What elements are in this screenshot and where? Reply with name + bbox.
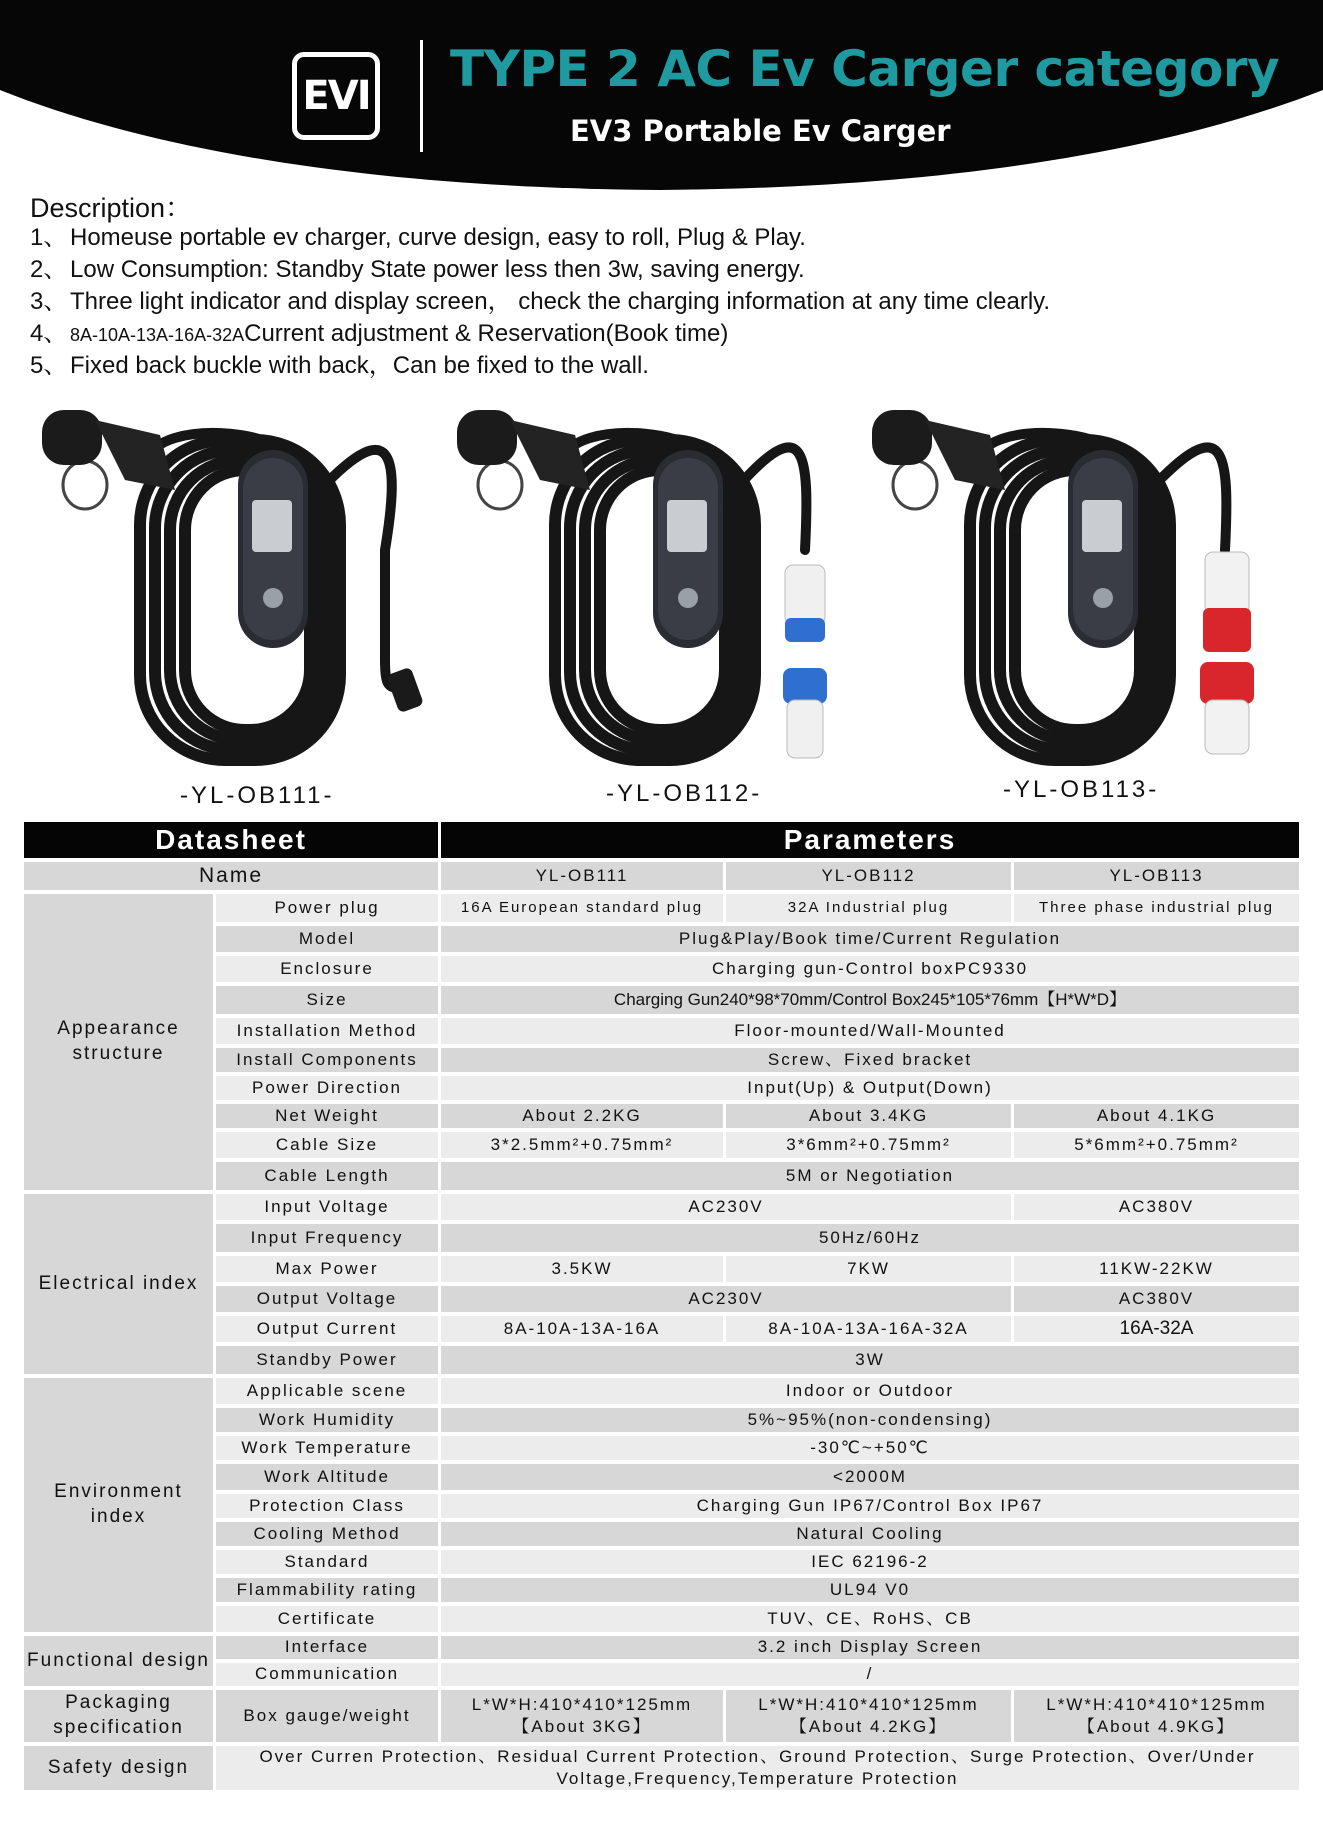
row-value: / bbox=[441, 1663, 1299, 1686]
row-value: Charging gun-Control boxPC9330 bbox=[441, 956, 1299, 982]
product-image-yl-ob112 bbox=[455, 400, 875, 780]
category-environment: Environment index bbox=[24, 1378, 213, 1632]
row-label: Input Voltage bbox=[216, 1194, 438, 1220]
item-number: 3、 bbox=[30, 288, 68, 315]
item-number: 4、 bbox=[30, 320, 68, 347]
page-subtitle: EV3 Portable Ev Carger bbox=[570, 114, 951, 148]
ev-charger-illustration bbox=[870, 400, 1290, 780]
row-value: Indoor or Outdoor bbox=[441, 1378, 1299, 1404]
category-electrical: Electrical index bbox=[24, 1194, 213, 1374]
header-background bbox=[0, 0, 1323, 200]
table-header-parameters: Parameters bbox=[441, 822, 1299, 858]
brand-logo bbox=[292, 52, 380, 140]
product-label: -YL-OB112- bbox=[606, 780, 763, 807]
box-dimensions: L*W*H:410*410*125mm bbox=[471, 1694, 693, 1714]
row-value: 8A-10A-13A-16A-32A bbox=[726, 1316, 1011, 1342]
product-label: -YL-OB113- bbox=[1003, 776, 1160, 803]
row-value: 16A European standard plug bbox=[441, 894, 723, 922]
row-label: Interface bbox=[216, 1636, 438, 1659]
row-label: Model bbox=[216, 926, 438, 952]
row-value: AC380V bbox=[1014, 1194, 1299, 1220]
header-divider bbox=[420, 40, 423, 152]
ev-charger-illustration bbox=[455, 400, 875, 780]
row-value bbox=[1014, 1690, 1299, 1742]
safety-text-line: Voltage,Frequency,Temperature Protection bbox=[556, 1769, 959, 1788]
row-value: 5M or Negotiation bbox=[441, 1162, 1299, 1190]
item-text: Homeuse portable ev charger, curve design, easy to roll, Plug & Play. bbox=[70, 224, 806, 251]
row-value: 3*6mm²+0.75mm² bbox=[726, 1132, 1011, 1158]
row-value: TUV、CE、RoHS、CB bbox=[441, 1606, 1299, 1632]
row-value: -30℃~+50℃ bbox=[441, 1436, 1299, 1460]
row-value bbox=[726, 1690, 1011, 1742]
row-value: AC230V bbox=[441, 1194, 1011, 1220]
row-label: Output Current bbox=[216, 1316, 438, 1342]
row-value: Charging Gun IP67/Control Box IP67 bbox=[441, 1494, 1299, 1518]
item-text: Current adjustment & Reservation(Book time) bbox=[244, 320, 729, 347]
description-item bbox=[30, 350, 1300, 382]
row-label: Flammability rating bbox=[216, 1578, 438, 1602]
row-value: Natural Cooling bbox=[441, 1522, 1299, 1546]
row-value: 16A-32A bbox=[1014, 1316, 1299, 1342]
ev-charger-illustration bbox=[40, 400, 460, 780]
row-value: UL94 V0 bbox=[441, 1578, 1299, 1602]
row-value: <2000M bbox=[441, 1464, 1299, 1490]
item-number: 1、 bbox=[30, 224, 68, 251]
row-value: 8A-10A-13A-16A bbox=[441, 1316, 723, 1342]
row-label: Input Frequency bbox=[216, 1224, 438, 1252]
name-label: Name bbox=[24, 862, 438, 890]
row-value: 5*6mm²+0.75mm² bbox=[1014, 1132, 1299, 1158]
row-value: About 2.2KG bbox=[441, 1104, 723, 1128]
box-dimensions: L*W*H:410*410*125mm bbox=[1046, 1694, 1267, 1714]
row-value: 5%~95%(non-condensing) bbox=[441, 1408, 1299, 1432]
category-packaging: Packaging specification bbox=[24, 1690, 213, 1742]
row-label: Installation Method bbox=[216, 1018, 438, 1044]
row-label: Power Direction bbox=[216, 1076, 438, 1100]
product-label: -YL-OB111- bbox=[180, 782, 335, 809]
row-label: Cooling Method bbox=[216, 1522, 438, 1546]
row-label: Power plug bbox=[216, 894, 438, 922]
box-weight: 【About 3KG】 bbox=[512, 1717, 652, 1736]
row-value: Three phase industrial plug bbox=[1014, 894, 1299, 922]
description-item bbox=[30, 286, 1300, 318]
row-label: Work Altitude bbox=[216, 1464, 438, 1490]
category-functional: Functional design bbox=[24, 1636, 213, 1686]
row-value: Plug&Play/Book time/Current Regulation bbox=[441, 926, 1299, 952]
row-value: 50Hz/60Hz bbox=[441, 1224, 1299, 1252]
row-value: Charging Gun240*98*70mm/Control Box245*105*76mm【H*W*D】 bbox=[441, 986, 1299, 1014]
row-label: Max Power bbox=[216, 1256, 438, 1282]
row-label: Work Humidity bbox=[216, 1408, 438, 1432]
box-dimensions: L*W*H:410*410*125mm bbox=[758, 1694, 979, 1714]
row-value: Screw、Fixed bracket bbox=[441, 1048, 1299, 1072]
row-label: Box gauge/weight bbox=[216, 1690, 438, 1742]
row-value: Floor-mounted/Wall-Mounted bbox=[441, 1018, 1299, 1044]
brand-logo-text: EVI bbox=[302, 73, 370, 119]
product-image-yl-ob113 bbox=[870, 400, 1290, 780]
item-prefix: 8A-10A-13A-16A-32A bbox=[70, 325, 245, 345]
description-list bbox=[30, 222, 1300, 382]
row-value: IEC 62196-2 bbox=[441, 1550, 1299, 1574]
page-header bbox=[0, 0, 1323, 200]
row-value: 32A Industrial plug bbox=[726, 894, 1011, 922]
row-value: 3*2.5mm²+0.75mm² bbox=[441, 1132, 723, 1158]
safety-text-line: Over Curren Protection、Residual Current Protection、Ground Protection、Surge Protection、Over/Under bbox=[259, 1746, 1256, 1766]
row-label: Enclosure bbox=[216, 956, 438, 982]
row-label: Size bbox=[216, 986, 438, 1014]
row-label: Standby Power bbox=[216, 1346, 438, 1374]
row-value: About 4.1KG bbox=[1014, 1104, 1299, 1128]
row-label: Certificate bbox=[216, 1606, 438, 1632]
row-value bbox=[441, 1690, 723, 1742]
row-value: 3.2 inch Display Screen bbox=[441, 1636, 1299, 1659]
row-value: About 3.4KG bbox=[726, 1104, 1011, 1128]
row-label: Communication bbox=[216, 1663, 438, 1686]
row-value: 7KW bbox=[726, 1256, 1011, 1282]
description-heading: Description： bbox=[30, 193, 193, 223]
item-text: Fixed back buckle with back，Can be fixed to the wall. bbox=[70, 352, 649, 379]
model-name-2: YL-OB112 bbox=[726, 862, 1011, 890]
box-weight: 【About 4.2KG】 bbox=[789, 1717, 948, 1736]
category-appearance: Appearance structure bbox=[24, 894, 213, 1190]
row-value: AC380V bbox=[1014, 1286, 1299, 1312]
product-image-yl-ob111 bbox=[40, 400, 460, 780]
row-label: Work Temperature bbox=[216, 1436, 438, 1460]
model-name-3: YL-OB113 bbox=[1014, 862, 1299, 890]
row-label: Output Voltage bbox=[216, 1286, 438, 1312]
row-value: AC230V bbox=[441, 1286, 1011, 1312]
page-title: TYPE 2 AC Ev Carger category bbox=[450, 40, 1280, 98]
model-name-1: YL-OB111 bbox=[441, 862, 723, 890]
category-safety: Safety design bbox=[24, 1746, 213, 1790]
item-text: Three light indicator and display screen， check the charging information at any time clearly. bbox=[70, 288, 1051, 315]
item-number: 5、 bbox=[30, 352, 68, 379]
row-value: Input(Up) & Output(Down) bbox=[441, 1076, 1299, 1100]
row-label: Standard bbox=[216, 1550, 438, 1574]
description-item bbox=[30, 222, 1300, 254]
description-item bbox=[30, 254, 1300, 286]
row-value: 11KW-22KW bbox=[1014, 1256, 1299, 1282]
row-label: Cable Length bbox=[216, 1162, 438, 1190]
row-value: 3W bbox=[441, 1346, 1299, 1374]
row-value bbox=[216, 1746, 1299, 1790]
row-label: Net Weight bbox=[216, 1104, 438, 1128]
item-number: 2、 bbox=[30, 256, 68, 283]
row-value: 3.5KW bbox=[441, 1256, 723, 1282]
row-label: Protection Class bbox=[216, 1494, 438, 1518]
item-text: Low Consumption: Standby State power less then 3w, saving energy. bbox=[70, 256, 805, 283]
row-label: Install Components bbox=[216, 1048, 438, 1072]
row-label: Applicable scene bbox=[216, 1378, 438, 1404]
box-weight: 【About 4.9KG】 bbox=[1077, 1717, 1236, 1736]
row-label: Cable Size bbox=[216, 1132, 438, 1158]
table-header-datasheet: Datasheet bbox=[24, 822, 438, 858]
description-item bbox=[30, 318, 1300, 350]
